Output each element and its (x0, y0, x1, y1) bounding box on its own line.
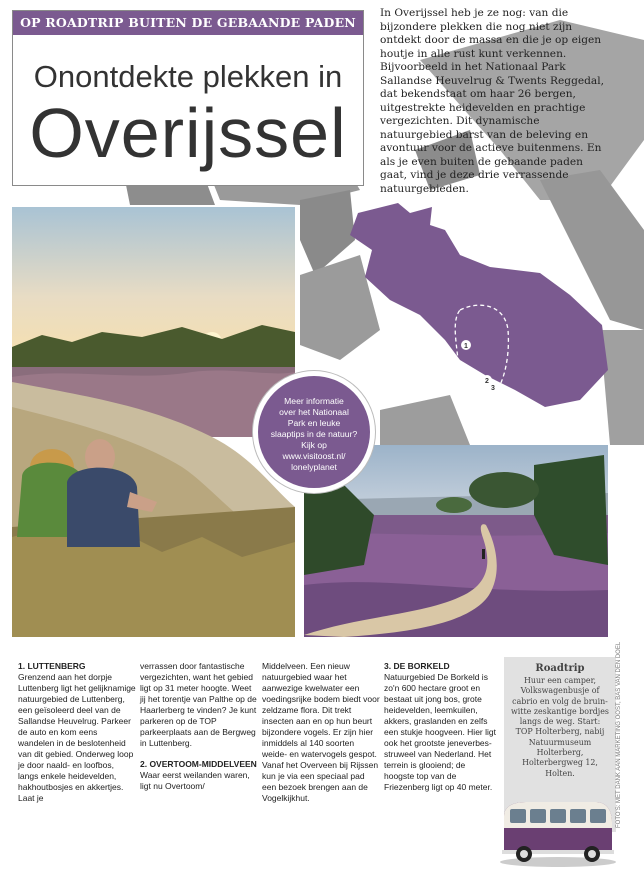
title-box (12, 10, 364, 186)
map-marker-1 (461, 340, 471, 350)
info-bubble (253, 371, 375, 493)
info-link[interactable]: www.visitoost.nl/ (282, 451, 346, 461)
text-overtoom-cont: Middelveen. Een nieuw natuurgebied waar het aanwezige kwelwater een voedingsrijke bodem biedt voor zeldzame flora. Dit trekt insecten aan en op hun beurt bijzondere vogels. Er zijn hier inmiddels al 140 soorten weide- en watervogels gespot. Vanaf het Overveen bij Rijssen kun je via een speciaal pad een bezoek brengen aan de Vogelkijkhut. (262, 661, 380, 803)
map-marker-3 (488, 382, 498, 392)
kicker-banner: OP ROADTRIP BUITEN DE GEBAANDE PADEN (13, 11, 363, 35)
article-col-4 (384, 661, 496, 793)
text-borkeld: Natuurgebied De Borkeld is zo'n 600 hectare groot en bestaat uit jong bos, grote heidevelden, leemkuilen, akkers, graslanden en zelfs een stukje hoogveen. Hier ligt ook het grootste jeneverbes-struweel van Nederland. Het terrein is glooiend; de hoogste top van de Friezenberg ligt op 40 meter. (384, 672, 496, 792)
title-line-2: Overijssel (29, 94, 347, 172)
svg-text:2: 2 (485, 378, 489, 385)
text-overtoom: Waar eerst weilanden waren, ligt nu Overtoom/ (140, 770, 250, 791)
vw-bus-illustration (496, 796, 618, 868)
svg-text:3: 3 (491, 385, 495, 392)
heading-borkeld: 3. DE BORKELD (384, 661, 450, 671)
title-line-1: Onontdekte plekken in (33, 59, 343, 94)
heading-luttenberg: 1. LUTTENBERG (18, 661, 86, 671)
text-luttenberg: Grenzend aan het dorpje Luttenberg ligt het gelijknamige natuurgebied de Luttenberg, een geïsoleerd deel van de Sallandse Heuvelrug. Parkeer de auto en kom eens wandelen in de beslotenheid van dit gebied. Onderweg loop je door naald- en loofbos, langs enkele heidevelden, hakhoutbosjes en akkertjes. Laat je (18, 672, 136, 803)
article-col-1 (18, 661, 136, 804)
heading-overtoom: 2. OVERTOOM-MIDDELVEEN (140, 759, 257, 769)
info-line: Park en leuke (287, 418, 341, 428)
sidebar-text: Huur een camper, Volkswagenbusje of cabrio en volg de bruin-witte zeskantige bordjes langs de weg. Start: TOP Holterberg, nabij Natuurmuseum Holterberg, Holterbergweg 12, Holten. (511, 676, 609, 778)
info-link[interactable]: lonelyplanet (291, 462, 337, 472)
info-line: Meer informatie (284, 396, 344, 406)
photo-luttenberg (12, 207, 295, 637)
article-col-2 (140, 661, 258, 792)
info-line: over het Nationaal (279, 407, 349, 417)
svg-text:1: 1 (464, 343, 468, 350)
info-line: slaaptips in de natuur? (270, 429, 358, 439)
article-col-3 (262, 661, 380, 804)
intro-text: In Overijssel heb je ze nog: van die bijzondere plekken die nog niet zijn ontdekt door de massa en die je op eigen houtje in alle rust kunt verkennen. Bijvoorbeeld in het Nationaal Park Sallandse Heuvelrug & Twents Reggedal, dat bekendstaat om haar 26 bergen, uitgestrekte heidevelden en prachtige vergezichten. Dit dynamische natuurgebied barst van de beleving en avontuur voor de actieve buitenmens. En als je even buiten de gebaande paden gaat, vind je deze drie verrassende natuurgebieden. (380, 7, 604, 195)
photo-credit: FOTO'S: MET DANK AAN MARKETING OOST, BAS VAN DEN DOEL (616, 641, 622, 828)
info-line: Kijk op (301, 440, 327, 450)
region-map (340, 195, 615, 410)
text-luttenberg-cont: verrassen door fantastische vergezichten, want het gebied ligt op 31 meter hoogte. Weet jij het torentje van Palthe op de Haarlerberg te vinden? Je kunt parkeren op de TOP parkeerplaats aan de Bergweg in Luttenberg. (140, 661, 257, 748)
sidebar-title: Roadtrip (535, 663, 585, 674)
